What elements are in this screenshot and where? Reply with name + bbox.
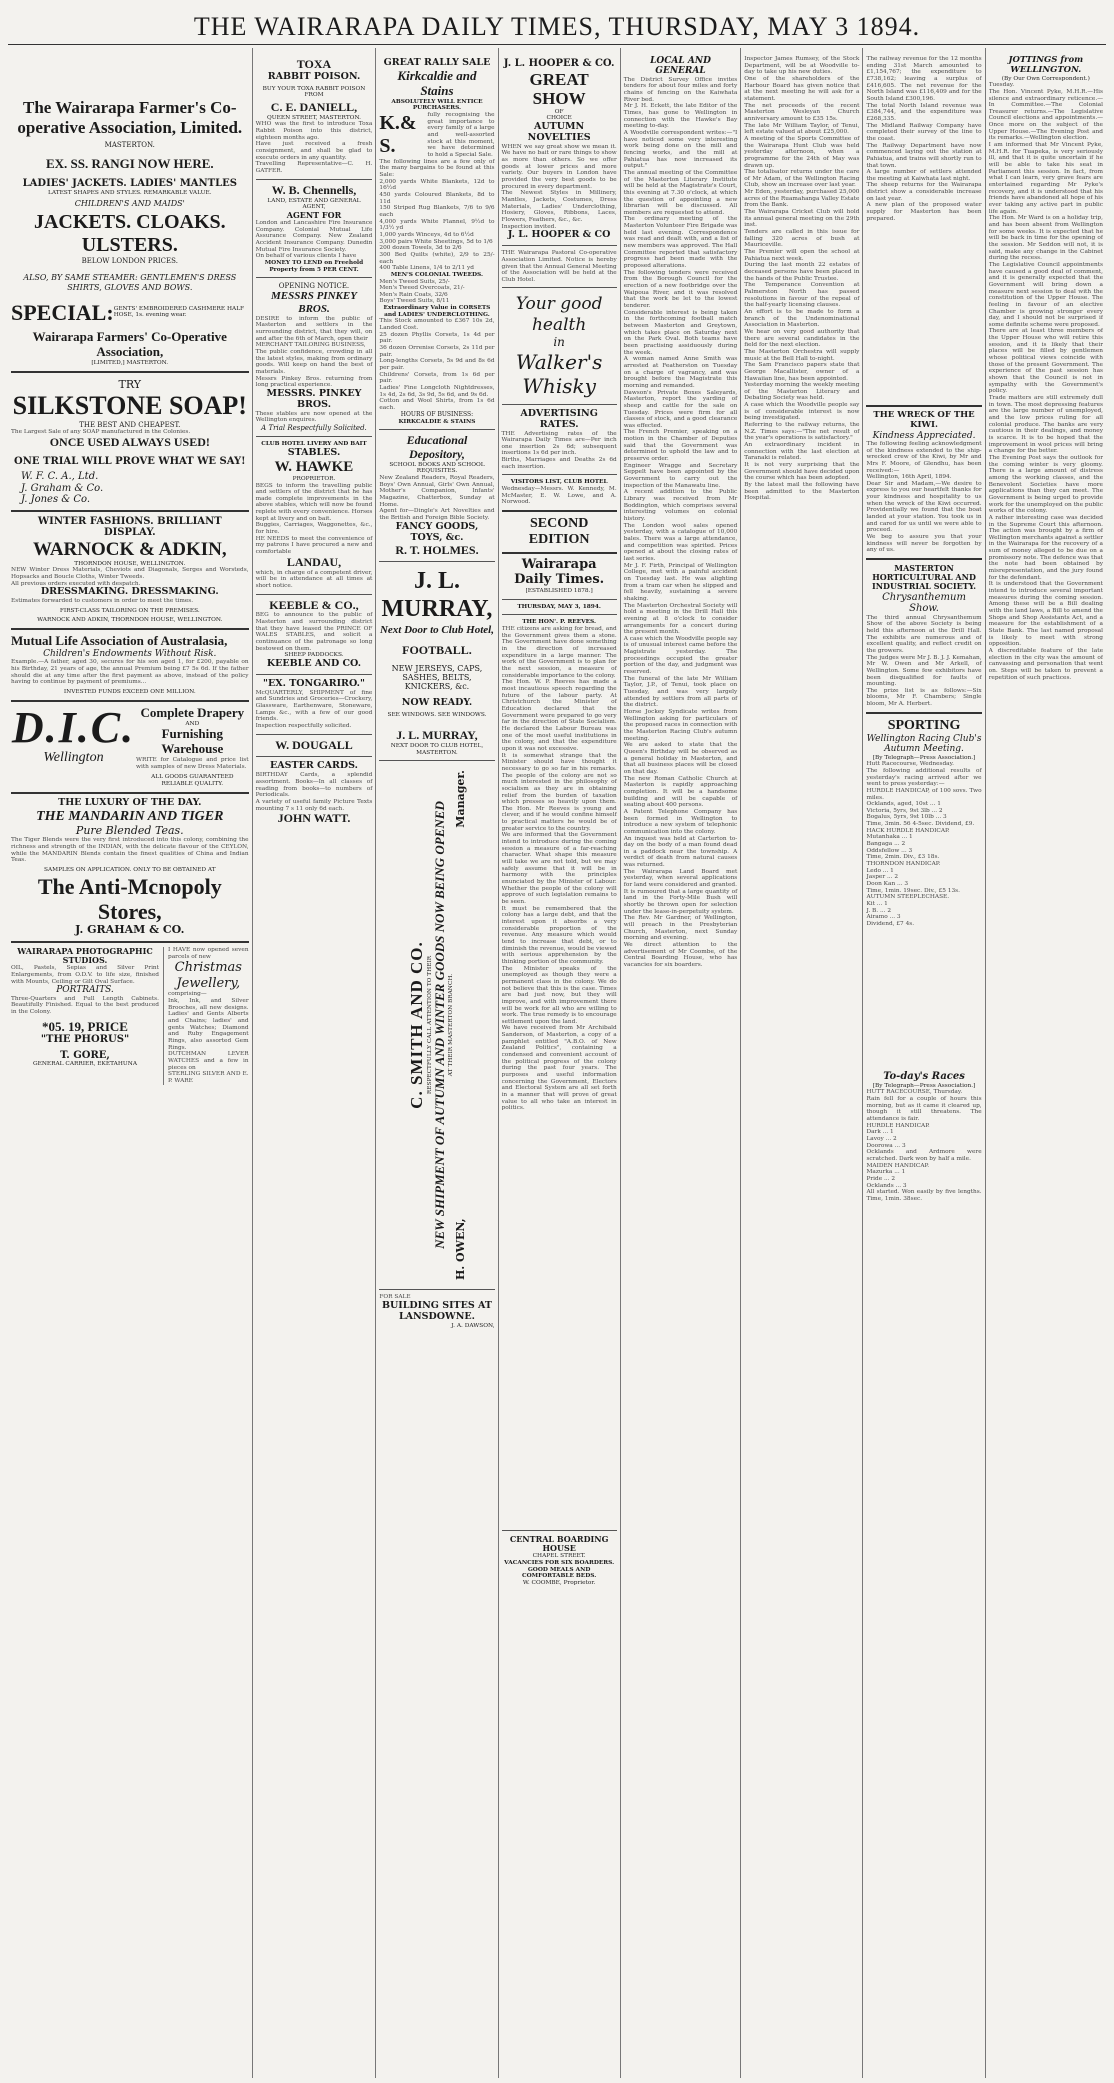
keeble-second: KEEBLE AND CO. (266, 657, 362, 669)
fancy-goods: FANCY GOODS, TOYS, &c. (395, 520, 479, 543)
jackets-cloaks-heading: JACKETS. CLOAKS. ULSTERS. (33, 211, 226, 257)
wreck-kiwi-heading: THE WRECK OF THE KIWI. (873, 410, 975, 430)
ladies-jackets-heading: LADIES' JACKETS. LADIES' MANTLES (22, 178, 237, 190)
horticultural-heading: MASTERTON HORTICULTURAL AND INDUSTRIAL SOCIETY. (872, 563, 977, 592)
try-label: TRY (118, 377, 142, 391)
once-used: ONCE USED ALWAYS USED! (49, 434, 210, 449)
daniell-heading: C. E. DANIELL, (270, 100, 358, 115)
special-heading: SPECIAL: (11, 299, 114, 325)
dic-wellington: Wellington (43, 749, 104, 765)
and-label: AND (185, 720, 200, 727)
below-london: BELOW LONDON PRICES. (81, 257, 178, 266)
walkers-whisky-ad (502, 294, 617, 397)
sheep-paddocks: SHEEP PADDOCKS. (284, 652, 344, 659)
masterton-label: MASTERTON. (416, 749, 458, 756)
c-smith-respectfully: RESPECTFULLY CALL ATTENTION TO THEIR (426, 956, 433, 1095)
murray-second: J. L. MURRAY, (396, 728, 478, 743)
trial-solicited: A Trial Respectfully Solicited. (261, 423, 367, 432)
agent-for: AGENT FOR (286, 209, 342, 220)
visitors-list: VISITORS LIST, CLUB HOTEL (510, 479, 608, 486)
john-watt: JOHN WATT. (277, 811, 351, 826)
of-label: OF (554, 108, 564, 115)
dic-logo: D.I.C. (11, 702, 136, 752)
farmers-location: MASTERTON. (104, 141, 155, 150)
queen-street: QUEEN STREET, MASTERTON. (266, 114, 361, 121)
established: [ESTABLISHED 1878.] (525, 588, 593, 595)
coombe-proprietor: W. COOMBE, Proprietor. (522, 1580, 596, 1587)
hon-reeves: THE HON'. P. REEVES. (522, 619, 597, 626)
agent-wfca: W. F. C. A., Ltd. (21, 471, 99, 483)
ks-dropcap: K.& S. (379, 112, 417, 158)
next-door-second: NEXT DOOR TO CLUB HOTEL, (390, 742, 484, 749)
c-smith-title: C. SMITH AND CO. (406, 941, 426, 1110)
dressmaking-heading: DRESSMAKING. DRESSMAKING. (40, 586, 219, 598)
autumn-novelties: AUTUMN NOVELTIES (527, 120, 591, 143)
complete-drapery: Complete Drapery (140, 704, 245, 720)
w-dougall-heading: W. DOUGALL (275, 737, 353, 752)
newspaper-title: THE WAIRARAPA DAILY TIMES, THURSDAY, MAY 3 1894. (193, 12, 921, 41)
corsets-value: Extraordinary Value in CORSETS and LADIES' UNDERCLOTHING. (383, 305, 491, 318)
column-6: Inspector James Rumsey, of the Stock Department, will be at Woodville to-day to take up his new duties. One of the shareholders of the Harbour Board has given notice that at the next meeting he will ask for a statement. The net proceeds of the recent Masterton Wesleyan Church anniversary amount to £35 15s. The late Mr William Taylor, of Tenui, left estate valued at about £25,000. A meeting of the Sports Committee of the Wairarapa Hunt Club was held yesterday afternoon, when a programme for the 24th of May was drawn up. The totalisator returns under the care of Mr Adam, of the Wellington Racing Club, show an increase over last year. Mr Eden, yesterday, purchased 25,000 acres of the Ruamahanga Valley Estate from the Bank. The Wairarapa Cricket Club will hold its annual general meeting on the 29th inst. Tenders are called in this issue for falling 320 acres of bush at Mauriceville. The Premier will open the school at Pahiatua next week. During the last month 22 estates of deceased persons have been placed in the hands of the Public Trustee. The Temperance Convention at Palmerston North has passed resolutions in favour of the repeal of the half-yearly licensing clauses. An effort is to be made to form a branch of the Undenominational Association in Masterton. We hear on very good authority that there are several candidates in the field for the next election. The Masterton Orchestra will supply music at the Bell Hall to-night. The Sam Francisco papers state that George Macallister, owner of a Hawaiian line, has been appointed. Yesterday morning the weekly meeting of the Masterton Literary and Debating Society was held. A case which the Woodville people say is of considerable interest is now being investigated. Referring to the railway returns, the N.Z. Times says:—"The net result of the year's operations is satisfactory." An extraordinary incident in connection with the last election at Taranaki is related. It is not very surprising that the Government should have decided upon the course which has been adopted. By the latest mail the following have been admitted to the Masterton Hospital. (741, 48, 863, 2078)
luxury-heading: THE LUXURY OF THE DAY. (58, 796, 202, 808)
furnishing-warehouse: Furnishing Warehouse (161, 726, 224, 757)
warnock-address: WARNOCK AND ADKIN, THORNDON HOUSE, WELLINGTON. (37, 617, 223, 624)
graham-co: J. GRAHAM & CO. (75, 923, 185, 937)
chennells-heading: W. B. Chennells, (271, 182, 357, 197)
murray-heading: J. L. MURRAY, (381, 568, 493, 622)
educational-depository: Educational Depository, (406, 433, 468, 461)
first-class-tailoring: FIRST-CLASS TAILORING ON THE PREMISES. (59, 607, 200, 614)
wrc-autumn: Wellington Racing Club's Autumn Meeting. (866, 733, 982, 755)
kindness-appreciated: Kindness Appreciated. (872, 430, 976, 441)
children-heading: CHILDREN'S AND MAIDS' (74, 199, 185, 209)
building-sites: BUILDING SITES AT LANSDOWNE. (381, 1299, 492, 1322)
hooper-second: J. L. HOOPER & CO (507, 229, 611, 241)
column-2: TOXA RABBIT POISON. BUY YOUR TOXA RABBIT POISON FROM C. E. DANIELL, QUEEN STREET, MASTERTON. WHO was the first to introduce Toxa Rabbit Poison into this district, eighteen months ago. Have just received a fresh consignment, and shall be glad to execute orders in any quantity. Travelling Representative—C. H. GATFER. W. B. Chennells, LAND, ESTATE AND GENERAL AGENT, AGENT FOR London and Lancashire Fire Insurance Company. Colonial Mutual Life Assurance Company. New Zealand Accident Insurance Company. Dunedin Mutual Fire Insurance Society. On behalf of various clients I have MONEY TO LEND on Freehold Property from 5 PER CENT. OPENING NOTICE. MESSRS PINKEY BROS. DESIRE to inform the public of Masterton and settlers in the surrounding district, that they will, on and after the 6th of March, open their MERCHANT TAILORING BUSINESS, The public confidence, crowding in all the latest styles, making from ordinary goods. Will keep on hand the best of materials. Messrs Pinkey Bros. returning from long practical experience. MESSRS. PINKEY BROS. These stables are now opened at the Wellington enquires. A Trial Respectfully Solicited. CLUB HOTEL LIVERY AND BAIT STABLES. W. HAWKE PROPRIETOR. BEGS to inform the travelling public and settlers of the district that he has made complete improvements in the above stables, which will now be found replete with every convenience. Horses kept at livery and on bait. Buggies, Carriages, Waggonettes, &c., for hire. HE NEEDS to meet the convenience of my patrons I have procured a new and comfortable LANDAU, which, in charge of a competent driver, will be in attendance at all times at short notice. KEEBLE & CO., BEG to announce to the public of Masterton and surrounding district that they have leased the PRINCE OF WALES STABLES, and solicit a continuance of the patronage so long bestowed on them. SHEEP PADDOCKS. KEEBLE AND CO. "EX. TONGARIRO." McQUARTERLY, SHIPMENT of fine and Sundries and Groceries—Crockery, Glassware, Earthenware, Stoneware, Lamps &c., with a few of our good friends. Inspection respectfully solicited. W. DOUGALL EASTER CARDS. BIRTHDAY Cards, a splendid assortment. Books—In all classes of reading from books—to numbers of Periodicals. A variety of useful family Picture Texts mounting 7 s 11 only 6d each. JOHN WATT. (253, 48, 377, 2078)
mutual-life-heading: Mutual Life Association of Australasia, (11, 633, 228, 649)
thorndon-house: THORNDON HOUSE, WELLINGTON. (74, 560, 186, 567)
one-trial: ONE TRIAL WILL PROVE WHAT WE SAY! (14, 455, 246, 467)
opening-notice: OPENING NOTICE. (278, 282, 350, 291)
great-rally-sale: GREAT RALLY SALE (383, 57, 491, 68)
blended-teas: Pure Blended Teas. (75, 823, 184, 837)
ex-tongariro: "EX. TONGARIRO." (263, 677, 365, 689)
next-door-club: Next Door to Club Hotel, (379, 623, 494, 636)
hooper-heading: J. L. HOOPER & CO. (503, 58, 615, 69)
endowments-subheading: Children's Endowments Without Risk. (43, 649, 217, 659)
masthead-rule (8, 44, 1106, 45)
wfca-footer: Wairarapa Farmers' Co-Operative Association, (32, 329, 227, 360)
new-jerseys: NEW JERSEYS, CAPS, SASHES, BELTS, KNICKERS, &c. (391, 663, 483, 692)
vacancies: VACANCIES FOR SIX BOARDERS. (504, 1560, 615, 1567)
school-books: SCHOOL BOOKS AND SCHOOL REQUISITES. (389, 461, 485, 475)
stables-heading: STABLES. (287, 446, 341, 458)
masthead (0, 0, 1114, 44)
keeble-heading: KEEBLE & CO., (269, 597, 359, 612)
second-edition: SECOND EDITION (528, 516, 590, 548)
paper-name: Wairarapa Daily Times. (514, 557, 605, 588)
steamer-arrival: EX. SS. RANGI NOW HERE. (45, 156, 214, 172)
now-ready: NOW READY. (401, 696, 473, 708)
whisky-line-1: Your good health (515, 294, 603, 335)
column-3: GREAT RALLY SALE Kirkcaldie and Stains ABSOLUTELY WILL ENTICE PURCHASERS. K.& S. fully recognising the great importance to every family of a large and well-assorted stock at this moment, we have determined to hold a Special Sale. The following lines are a few only of the many bargains to be found at this Sale: 2,000 yards White Blankets, 12d to 16½d 450 yards Coloured Blankets, 8d to 11d 150 Striped Rug Blankets, 7/6 to 9/6 each 4,000 yards White Flannel, 9½d to 1/3½ yd 1,000 yards Winceys, 4d to 6½d 3,000 pairs White Sheetings, 5d to 1/6 200 dozen Towels, 3d to 2/6 300 Bed Quilts (white), 2/9 to 25/- each 400 Table Linens, 1/4 to 2/11 yd MEN'S COLONIAL TWEEDS. Men's Tweed Suits, 25/- Men's Tweed Overcoats, 21/- Men's Rain Coats, 32/6 Boys' Tweed Suits, 8/11 Extraordinary Value in CORSETS and LADIES' UNDERCLOTHING. This Stock amounted to £367 10s 2d, Landed Cost. 25 dozen Phyllis Corsets, 1s 4d per pair. 36 dozen Orrenise Corsets, 2s 11d per pair. Long-lengths Corsets, 5s 9d and 8s 6d per pair. Childrens' Corsets, from 1s 6d per pair. Ladies' Fine Longcloth Nightdresses, 1s 4d, 2s 6d, 3s 9d, 5s 6d, and 9s 6d. Cotton and Wool Shirts, from 1s 6d each. HOURS OF BUSINESS: KIRKCALDIE & STAINS Educational Depository, SCHOOL BOOKS AND SCHOOL REQUISITES. New Zealand Readers, Royal Readers, Boys' Own Annual, Girls' Own Annual, Mother's Companion, Infants' Magazine, Chatterbox, Sunday at Home. Agent for—Dingle's Art Novelties and the British and Foreign Bible Society. FANCY GOODS, TOYS, &c. R. T. HOLMES. J. L. MURRAY, Next Door to Club Hotel, FOOTBALL. NEW JERSEYS, CAPS, SASHES, BELTS, KNICKERS, &c. NOW READY. SEE WINDOWS. SEE WINDOWS. J. L. MURRAY, NEXT DOOR TO CLUB HOTEL, MASTERTON. C. SMITH AND CO. RESPECTFULLY CALL ATTENTION TO THEIR NEW SHIPMENT OF AUTUMN AND WINTER GOODS NOW BEING OPENED AT THEIR MASTERTON BRANCH. H. OWEN, Manager. FOR SALE BUILDING SITES AT LANSDOWNE. J. A. DAWSON, (376, 48, 498, 2078)
also-same-steamer: ALSO, BY SAME STEAMER: GENTLEMEN'S DRESS SHIRTS, GLOVES AND BOWS. (23, 273, 237, 292)
chapel-street: CHAPEL STREET. (532, 1553, 586, 1560)
warnock-adkin-heading: WARNOCK & ADKIN, (32, 538, 227, 560)
hours-business: HOURS OF BUSINESS: (400, 410, 474, 418)
special-text: GENTS' EMBROIDERED CASHMERE HALF HOSE, 1s. evening wear. (113, 305, 245, 319)
wholesale-warehouse: KIRKCALDIE & STAINS (398, 418, 476, 425)
pinkey-bros-heading: MESSRS PINKEY BROS. (271, 290, 357, 315)
anti-monopoly-stores: The Anti-Mcnopoly Stores, (37, 873, 222, 924)
silkstone-soap-heading: SILKSTONE SOAP! (12, 391, 247, 421)
column-5: LOCAL AND GENERAL The District Survey Office invites tenders for about four miles and forty chains of fencing on the Kaiwhata River bed. Mr J. H. Eckett, the late Editor of the Times, has gone to Wellington in connection with the Hawke's Bay meeting to-day. A Woodville correspondent writes:—"I have noticed some very interesting work being done on the mill and fencing works, and the mill at Pahiatua has now increased its output." The annual meeting of the Committee of the Masterton Literary Institute will be held at the Magistrate's Court, this evening at 7.30 o'clock, at which the question of appointing a new librarian will be discussed. All members are requested to attend. The ordinary meeting of the Masterton Volunteer Fire Brigade was held last evening. Correspondence was read and dealt with, and a list of new members was approved. The Hall Committee reported that satisfactory progress had been made with the proposed alterations. The following tenders were received from the Borough Council for the erection of a new footbridge over the Waipoua River, and it was resolved that the work be let to the lowest tenderer. Considerable interest is being taken in the forthcoming football match between Masterton and Greytown, which takes place on Saturday next on the Park Oval. Both teams have been practising assiduously during the week. A woman named Anne Smith was arrested at Featherston on Tuesday on a charge of vagrancy, and was brought before the Magistrate this morning and remanded. Dawson's Private Boxes Saleyards, Masterton, report the yarding of sheep and cattle for the sale on Tuesday. Prices were firm for all classes of stock, and a good clearance was effected. The French Premier, speaking on a motion in the Chamber of Deputies said that the Government was determined to uphold the law and to preserve order. Engineer Wragge and Secretary Seppelt have been appointed by the Government to carry out the inspection of the Manawatu line. A recent addition to the Public Library was received from Mr Boddington, which comprises several interesting volumes on colonial history. The London wool sales opened yesterday, with a catalogue of 10,000 bales. There was a large attendance, and competition was spirited. Prices opened at about the closing rates of last series. Mr J. F. Firth, Principal of Wellington College, met with a painful accident on Tuesday last. He was alighting from a tram car when he slipped and fell heavily, sustaining a severe shaking. The Masterton Orchestral Society will hold a meeting in the Drill Hall this evening at 8 o'clock to consider arrangements for a concert during the present month. A case which the Woodville people say is of unusual interest came before the Magistrate yesterday. The proceedings occupied the greater portion of the day, and judgment was reserved. The funeral of the late Mr William Taylor, J.P., of Tenui, took place on Tuesday, and was very largely attended by settlers from all parts of the district. Horse Jockey Syndicate writes from Wellington asking for particulars of the proposed races in connection with the Masterton Racing Club's autumn meeting. We are asked to state that the Queen's Birthday will be observed as a general holiday in Masterton, and that all business places will be closed on that day. The new Roman Catholic Church at Masterton is rapidly approaching completion. It will be a handsome building and will be capable of seating about 400 persons. A Patent Telephone Company has been formed in Wellington to introduce a new system of telephonic communication into the colony. An inquest was held at Carterton to-day on the body of a man found dead in a paddock near the township. A verdict of death from natural causes was returned. The Wairarapa Land Board met yesterday, when several applications for land were considered and granted. It is rumoured that a large quantity of land in the Forty-Mile Bush will shortly be thrown open for selection under the lease-in-perpetuity system. The Rev. Mr Gardner, of Wellington, will preach in the Presbyterian Church, Masterton, next Sunday morning and evening. We direct attention to the advertisement of Mr Coombe, of the Central Boarding House, who has vacancies for six boarders. (621, 48, 742, 2078)
local-general-heading: LOCAL AND GENERAL (650, 56, 711, 77)
issue-date: THURSDAY, MAY 3, 1894. (517, 603, 601, 610)
club-hotel-livery: CLUB HOTEL LIVERY AND BAIT (261, 441, 367, 448)
column-8: JOTTINGS from WELLINGTON. (By Our Own Correspondent.) Tuesday. The Hon. Vincent Pyke, M.H.R.—His silence and extraordinary reticence.—In Committee.—The Colonial Treasurer returns.—The Legislative Council elections and appointments.—Once more on the subject of the Upper House.—The Evening Post and its remarks.—Wellington election. I am informed that Mr Vincent Pyke, M.H.R. for Tuapeka, is very seriously ill, and that it is quite uncertain if he will be able to take his seat in Parliament this session. In fact, from what I can learn, very grave fears are entertained regarding Mr Pyke's recovery, and it is understood that his friends have abandoned all hope of his ever taking any active part in public life again. The Hon. Mr Ward is on a holiday trip, and has been absent from Wellington for some weeks. It is expected that he will be back in time for the opening of the session. Mr Seddon will not, it is said, make any change in the Cabinet during the recess. The Legislative Council appointments have caused a good deal of comment, and it is generally expected that the Government will bring down a measure next session to deal with the constitution of the Upper House. The feeling in favour of an elective Chamber is growing stronger every day, and I should not be surprised if some definite scheme were proposed. There are at least three members of the Upper House who will retire this session, and it is likely that their places will be filled by gentlemen whose political views coincide with those of the present Government. The experience of the past session has shown that the Council is not in sympathy with the Government's policy. Trade matters are still extremely dull in town. The most depressing features are the large number of unemployed, and the low prices ruling for all colonial produce. The banks are very cautious in their dealings, and money is scarce. It is to be hoped that the improvement in wool prices will bring a change for the better. The Evening Post says the outlook for the coming winter is very gloomy. There is a large amount of distress among the working classes, and the Benevolent Societies have more applications than they can meet. The Government is being urged to provide work for the unemployed on the public works of the colony. A rather interesting case was decided in the Supreme Court this afternoon. The action was brought by a firm of Wellington merchants against a settler in the Wairarapa for the recovery of a sum of money alleged to be due on a promissory note. The defence was that the note had been obtained by misrepresentation, and the jury found for the defendant. It is understood that the Government intend to introduce several important measures during the coming session. Among these will be a Bill dealing with the land laws, a Bill to amend the Shops and Shop Assistants Act, and a measure for the establishment of a State Bank. The last named proposal is likely to meet with strong opposition. A discreditable feature of the late election in the city was the amount of canvassing and personation that went on. Steps will be taken to prevent a repetition of such practices. (988, 55, 1103, 681)
column-7: The railway revenue for the 12 months ending 31st March amounted to £1,154,767; the expenditure to £738,162; leaving a surplus of £416,605. The net revenue for the North Island was £116,409 and for the South Island £300,196. The total North Island revenue was £384,744, and the expenditure was £268,335. The Midland Railway Company have completed their survey of the line to the coast. The Railway Department have now commenced laying out the station at Pahiatua, and trains will shortly run to that town. A large number of settlers attended the meeting at Kaiwhata last night. The sheep returns for the Wairarapa district show a considerable increase on last year. A new plan of the proposed water supply for Masterton has been prepared. THE WRECK OF THE KIWI. Kindness Appreciated. The following feeling acknowledgment of the kindness extended to the ship-wrecked crew of the Kiwi, by Mr and Mrs F. Moore, of Glendhu, has been received:— Wellington, 16th April, 1894. Dear Sir and Madam,—We desire to express to you our heartfelt thanks for your kindness and hospitality to us when the wreck of the Kiwi occurred. Providentially we found that the boat landed at your station. You took us in and cared for us until we were able to proceed. We beg to assure you that your kindness will never be forgotten by any of us. MASTERTON HORTICULTURAL AND INDUSTRIAL SOCIETY. Chrysanthemum Show. The third annual Chrysanthemum Show of the above Society is being held this afternoon at the Drill Hall. The exhibits are numerous and of excellent quality, and reflect credit on the growers. The judges were Mr J. B. J. J. Kemahan, Mr W. Owen and Mr Arkell, of Wellington. Some few exhibitors have been disqualified for faults of mounting. The prize list is as follows:—Six blooms, Mr F. Chambers; Single bloom, Mr A. Herbert. SPORTING Wellington Racing Club's Autumn Meeting. [By Telegraph—Press Association.] Hutt Racecourse, Wednesday. The following additional results of yesterday's racing arrived after we went to press yesterday:— HURDLE HANDICAP, of 100 sovs. Two miles. Ocklands, aged, 10st ... 1 Victoria, 5yrs, 9st 3lb ... 2 Bogalus, 5yrs, 9st 10lb ... 3 Time, 3min. 56 4-5sec. Dividend, £9. HACK HURDLE HANDICAP. Mutanhaka ... 1 Bangaga ... 2 Oddsfellow ... 3 Time, 2min. Div., £3 18s. THORNDON HANDICAP. Ledo ... 1 Jasper ... 2 Doon Kan ... 3 Time, 1min. 19sec. Div., £5 13s. AUTUMN STEEPLECHASE. Kit ... 1 J. B. ... 2 Airamo ... 3 Dividend, £7 4s. To-day's Races [By Telegraph—Press Association.] HUTT RACECOURSE, Thursday. Rain fell for a couple of hours this morning, but as it came it cleared up, though it still threatens. The attendance is fair. HURDLE HANDICAP. Dark ... 1 Lavoy ... 2 Doorowa ... 3 Ocklands and Ardmore were scratched. Dark won by half a mile. MAIDEN HANDICAP. Mazurka ... 1 Pride ... 2 Ocklands ... 3 All started. Won easily by five lengths. Time, 1min. 38sec. (863, 48, 985, 2078)
whisky-line-3: Walker's Whisky (515, 349, 603, 398)
agent-jones: J. Jones & Co. (21, 494, 91, 506)
newspaper-page (8, 48, 1106, 2078)
by-telegraph-2: [By Telegraph—Press Association.] (872, 1082, 976, 1089)
chrysanthemum-show: Chrysanthemum Show. (882, 591, 966, 615)
jottings-heading: JOTTINGS from WELLINGTON. (1008, 55, 1084, 75)
goods-guaranteed: ALL GOODS GUARANTEED RELIABLE QUALITY. (151, 774, 234, 788)
photo-studios: WAIRARAPA PHOTOGRAPHIC STUDIOS. (17, 945, 153, 966)
by-telegraph-1: [By Telegraph—Press Association.] (872, 754, 976, 761)
column-4: J. L. HOOPER & CO. GREAT SHOW OF CHOICE AUTUMN NOVELTIES WHEN we say great show we mean it. We have no bait or rare things to show as more than others. So we offer goods at lower prices and more variety. Our buyers in London have provided the very best goods to be procured in every department. The Newest Styles in Millinery, Mantles, Jackets, Costumes, Dress Materials, Ladies' Underclothing, Hosiery, Gloves, Ribbons, Laces, Flowers, Feathers, &c., &c. Inspection invited. J. L. HOOPER & CO THE Wairarapa Pastoral Co-operative Association Limited. Notice is hereby given that the Annual General Meeting of the Association will be held at the Club Hotel. Your good health in Walker's Whisky ADVERTISING RATES. THE Advertising rates of the Wairarapa Daily Times are—Per inch one insertion 2s 6d; subsequent insertions 1s 6d per inch. Births, Marriages and Deaths 2s 6d each insertion. VISITORS LIST, CLUB HOTEL Wednesday—Messrs. W. Kennedy, M. McMaster, E. W. Lowe, and A. Norwood. SECOND EDITION Wairarapa Daily Times. [ESTABLISHED 1878.] THURSDAY, MAY 3, 1894. THE HON'. P. REEVES. THE citizens are asking for bread, and the Government gives them a stone. The Government have done something in the direction of increased expenditure in a large manner. The work of the Government is to plan for the next session, a measure of considerable importance to the colony. The Hon. W. P. Reeves has made a most incautious speech regarding the future of the labour party. At Christchurch the Minister of Education declared that the Government were prepared to go very far in the direction of State Socialism. He declared the Labour Bureau was one of the most useful institutions in the colony, and that the expenditure upon it was not excessive. It is somewhat strange that the Minister should have thought it necessary to go so far in his remarks. The people of the colony are not so much interested in the philosophy of socialism as they are in obtaining relief from the burden of taxation which presses so heavily upon them. The Hon. Mr Reeves is young and clever, and if he would confine himself to practical matters he would be of greater service to the country. We are informed that the Government intend to introduce during the coming session a measure of a far-reaching character. What shape this measure will take we are not told, but we may safely assume that it will be in harmony with the principles enunciated by the Minister of Labour. Whether the people of the colony will approve of such legislation remains to be seen. It must be remembered that the colony has a large debt, and that the interest upon it absorbs a very considerable proportion of the revenue. Any measure which would tend to increase that debt, or to diminish the revenue, would be viewed with serious apprehension by the thinking portion of the community. The Minister speaks of the unemployed as though they were a permanent class in the colony. We do not believe that this is the case. Times are bad just now, but they will improve, and with improvement there will be work for all who are willing to work. The true remedy is to encourage settlement upon the land. We have received from Mr Archibald Sanderson, of Masterton, a copy of a pamphlet entitled "A.B.O. of New Zealand Politics", containing a condensed and convenient account of the political progress of the colony during the past four years. The purposes and useful information concerning the Government, Electors and Electoral System are all set forth in a manner that will prove of great value to all who take an interest in politics. CENTRAL BOARDING HOUSE CHAPEL STREET. VACANCIES FOR SIX BOARDERS. GOOD MEALS AND COMFORTABLE BEDS. W. COOMBE, Proprietor. (499, 48, 621, 2078)
c-smith-vertical-ad (379, 765, 494, 1285)
column-1: The Wairarapa Farmer's Co-operative Association, Limited. MASTERTON. EX. SS. RANGI NOW HERE. LADIES' JACKETS. LADIES' MANTLES LATEST SHAPES AND STYLES. REMARKABLE VALUE. CHILDREN'S AND MAIDS' JACKETS. CLOAKS. ULSTERS. BELOW LONDON PRICES. ALSO, BY SAME STEAMER: GENTLEMEN'S DRESS SHIRTS, GLOVES AND BOWS. SPECIAL: GENTS' EMBROIDERED CASHMERE HALF HOSE, 1s. evening wear. Wairarapa Farmers' Co-Operative Association, [LIMITED,] MASTERTON. TRY SILKSTONE SOAP! THE BEST AND CHEAPEST. The Largest Sale of any SOAP manufactured in the Colonies. ONCE USED ALWAYS USED! ONE TRIAL WILL PROVE WHAT WE SAY! W. F. C. A., Ltd. J. Graham & Co. J. Jones & Co. WINTER FASHIONS. BRILLIANT DISPLAY. WARNOCK & ADKIN, THORNDON HOUSE, WELLINGTON. NEW Winter Dress Materials, Cheviots and Diagonals, Serges and Worsteds, Hopsacks and Boucle Cloths, Winter Tweeds. All previous orders executed with despatch. DRESSMAKING. DRESSMAKING. Estimates forwarded to customers in order to meet the times. FIRST-CLASS TAILORING ON THE PREMISES. WARNOCK AND ADKIN, THORNDON HOUSE, WELLINGTON. Mutual Life Association of Australasia, Children's Endowments Without Risk. Example.—A father, aged 30, secures for his son aged 1, for £200, payable on his Birthday, 21 years of age, the annual Premium being £7 5s 6d. If the father should die at any time after the first payment as above, instead of the policy having to continue by payment of premiums... INVESTED FUNDS EXCEED ONE MILLION. D.I.C. Wellington Complete Drapery AND Furnishing Warehouse WRITE for Catalogue and price list with samples of new Dress Materials. ALL GOODS GUARANTEED RELIABLE QUALITY. THE LUXURY OF THE DAY. THE MANDARIN AND TIGER Pure Blended Teas. The Tiger Blends were the very first introduced into this colony, combining the richness and strength of the INDIAN, with the delicate flavour of the CEYLON, while the MANDARIN Blends contain the finest qualities of China and Indian Teas. SAMPLES ON APPLICATION. ONLY TO BE OBTAINED AT The Anti-Mcnopoly Stores, J. GRAHAM & CO. WAIRARAPA PHOTOGRAPHIC STUDIOS. OIL, Pastels, Sepias and Silver Print Enlargements, from O.D.V. to life size, finished with Mounts, Ceiling or Gilt Oval Surface. PORTRAITS. Three-Quarters and Full Length Cabinets. Beautifully Finished. Equal to the best produced in the Colony. *05. 19, PRICE "THE PHORUS" T. GORE, GENERAL CARRIER, EKETAHUNA I HAVE now opened seven parcels of new Christmas Jewellery, comprising— Ink, Ink, and Silver Brooches, all new designs. Ladies' and Gents Alberts and Chains; ladies' and gents Watches; Diamond and Ruby Engagement Rings, also assorted Gem Rings. DUTCHMAN LEVER WATCHES and a few in pieces on STERLING SILVER AND E. P. WARE (8, 48, 253, 2078)
latest-styles: LATEST SHAPES AND STYLES. REMARKABLE VALUE. (47, 189, 212, 196)
whisky-line-2: in (553, 335, 565, 350)
landau-heading: LANDAU, (286, 554, 342, 569)
money-to-lend: MONEY TO LEND on Freehold Property from 5 PER CENT. (264, 259, 364, 273)
own-correspondent: (By Our Own Correspondent.) (1001, 75, 1090, 82)
invested-funds: INVESTED FUNDS EXCEED ONE MILLION. (63, 688, 196, 695)
general-carrier: GENERAL CARRIER, EKETAHUNA (32, 1061, 138, 1068)
todays-races: To-day's Races (883, 1071, 965, 1083)
farmers-cooperative-heading: The Wairarapa Farmer's Co-operative Association, Limited. (17, 98, 243, 137)
football-heading: FOOTBALL. (402, 643, 472, 658)
t-gore: T. GORE, (60, 1049, 110, 1061)
c-smith-shipment: NEW SHIPMENT OF AUTUMN AND WINTER GOODS NOW BEING OPENED (431, 801, 447, 1250)
c-smith-owen: H. OWEN, (453, 1218, 467, 1281)
advertising-rates: ADVERTISING RATES. (520, 407, 598, 430)
absolutely-will-entice: ABSOLUTELY WILL ENTICE PURCHASERS. (391, 98, 483, 112)
dawson-name: J. A. DAWSON, (451, 1322, 495, 1329)
rabbit-poison: RABBIT POISON. (267, 70, 361, 82)
mens-tweeds: MEN'S COLONIAL TWEEDS. (390, 271, 484, 278)
agent-graham: J. Graham & Co. (21, 482, 104, 494)
portraits-heading: PORTRAITS. (56, 985, 114, 996)
sporting-heading: SPORTING (887, 717, 961, 733)
c-smith-branch: AT THEIR MASTERTON BRANCH. (447, 973, 454, 1077)
land-agent: LAND, ESTATE AND GENERAL AGENT, (267, 197, 361, 211)
mandarin-tiger: THE MANDARIN AND TIGER (36, 808, 224, 824)
kirkcaldie-stains: Kirkcaldie and Stains (397, 67, 477, 98)
winter-fashions: WINTER FASHIONS. BRILLIANT DISPLAY. (37, 515, 222, 539)
see-windows: SEE WINDOWS. SEE WINDOWS. (387, 712, 487, 719)
hawke-heading: W. HAWKE (274, 458, 354, 475)
toxa-heading: TOXA (296, 57, 332, 71)
wfca-limited: [LIMITED,] MASTERTON. (91, 360, 169, 367)
buy-toxa: BUY YOUR TOXA RABBIT POISON FROM (262, 85, 366, 99)
central-boarding: CENTRAL BOARDING HOUSE (509, 1534, 609, 1554)
easter-cards: EASTER CARDS. (270, 760, 358, 772)
best-cheapest: THE BEST AND CHEAPEST. (79, 421, 181, 430)
choice-label: CHOICE (546, 115, 572, 122)
great-show: GREAT SHOW (529, 69, 589, 109)
good-meals: GOOD MEALS AND COMFORTABLE BEDS. (522, 1566, 597, 1580)
samples-note: SAMPLES ON APPLICATION. ONLY TO BE OBTAINED AT (43, 867, 216, 873)
proprietor-label: PROPRIETOR. (292, 475, 336, 482)
c-smith-manager: Manager. (453, 770, 467, 828)
price-line: *05. 19, PRICE (42, 1018, 128, 1034)
phorus-heading: "THE PHORUS" (40, 1034, 130, 1046)
holmes-heading: R. T. HOLMES. (395, 542, 479, 557)
pinkey-bros-second: MESSRS. PINKEY BROS. (266, 387, 362, 410)
